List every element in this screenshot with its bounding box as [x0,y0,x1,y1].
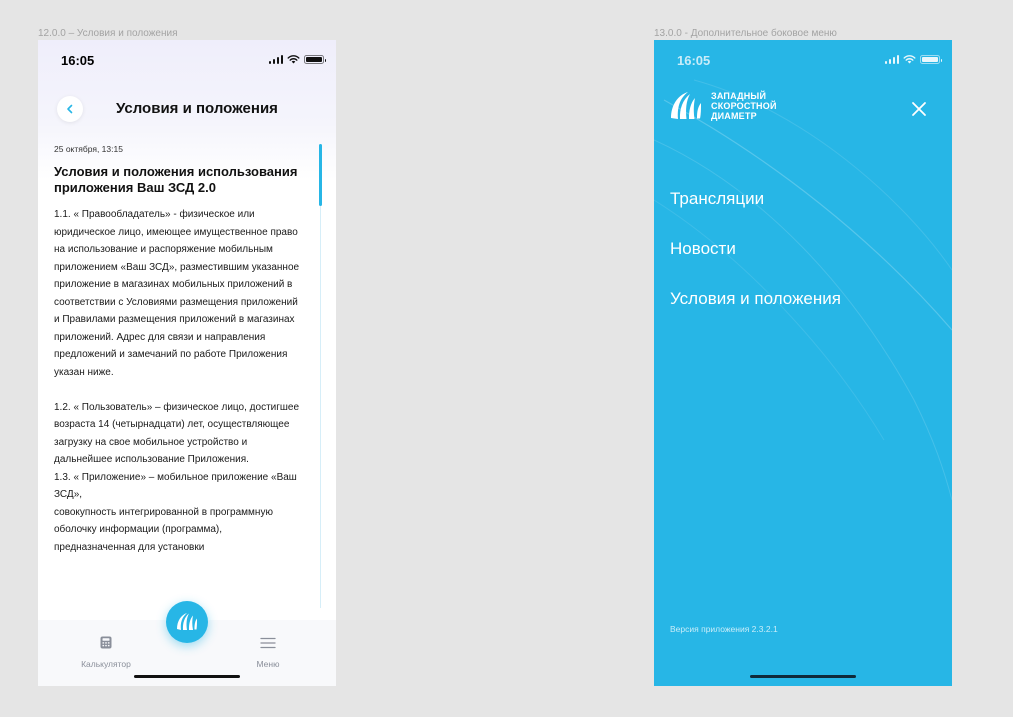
page-title: Условия и положения [116,100,278,117]
app-version: Версия приложения 2.3.2.1 [670,624,778,634]
status-bar [38,40,336,80]
scrollbar-track[interactable] [320,144,321,608]
status-time: 16:05 [677,53,711,68]
content-fade [54,556,304,608]
tab-calculator-label: Калькулятор [81,659,131,669]
status-icons [885,54,941,64]
battery-icon [920,55,940,64]
terms-screen [38,40,336,686]
terms-heading: Условия и положения использования приложения Ваш ЗСД 2.0 [54,164,298,195]
terms-paragraph: 1.3. « Приложение» – мобильное приложение «Ваш ЗСД», [54,471,297,500]
tab-menu-label: Меню [256,659,280,669]
wifi-icon [287,54,300,64]
terms-paragraph: 1.2. « Пользователь» – физическое лицо, достигшее возраста 14 (четырнадцати) лет, осуществляющее загрузку на свое мобильное устройство и дальнейшее использование Приложения. [54,401,300,465]
background-arcs [654,40,952,686]
frame-label-terms: 12.0.0 – Условия и положения [38,28,178,39]
menu-item-news[interactable]: Новости [670,239,736,258]
logo-line: ДИАМЕТР [711,111,757,121]
terms-paragraph: 1.1. « Правообладатель» - физическое или юридическое лицо, имеющее имущественное право на использование и распоряжение мобильным приложением «Ваш ЗСД», разместившим указанное приложение в магазинах мобильных приложений в соответствии с Условиями размещения приложений и Правилами размещения приложений в магазинах приложений. Адрес для связи и направления предложений и замечаний по работе Приложения указан ниже. [54,209,300,378]
close-icon[interactable] [909,99,929,119]
home-fab-button[interactable] [166,601,208,643]
app-logo[interactable] [669,88,777,124]
status-icons [269,54,325,64]
logo-line: СКОРОСТНОЙ [711,101,777,111]
terms-content[interactable] [54,144,304,608]
menu-item-broadcasts[interactable]: Трансляции [670,189,765,208]
publish-date: 25 октября, 13:15 [54,144,123,154]
signal-icon [269,54,284,64]
terms-paragraph: совокупность интегрированной в программную оболочку информации (программа), предназначенная для установки [54,506,273,553]
back-button[interactable] [57,96,83,122]
home-indicator [134,675,240,678]
zsd-logo-icon [669,88,705,124]
signal-icon [885,54,900,64]
tab-calculator[interactable] [66,636,146,669]
calculator-icon [100,636,112,649]
menu-icon [260,637,276,649]
status-bar [654,40,952,80]
zsd-logo-icon [174,609,200,635]
battery-icon [304,55,324,64]
menu-item-terms[interactable]: Условия и положения [670,289,841,308]
logo-text [711,91,777,121]
frame-label-menu: 13.0.0 - Дополнительное боковое меню [654,28,837,39]
logo-line: ЗАПАДНЫЙ [711,91,767,101]
status-time: 16:05 [61,53,95,68]
scrollbar-thumb[interactable] [319,144,322,206]
side-menu-list [670,188,841,338]
side-menu-screen [654,40,952,686]
home-indicator [750,675,856,678]
tab-menu[interactable] [228,636,308,669]
chevron-left-icon [65,104,75,114]
wifi-icon [903,54,916,64]
